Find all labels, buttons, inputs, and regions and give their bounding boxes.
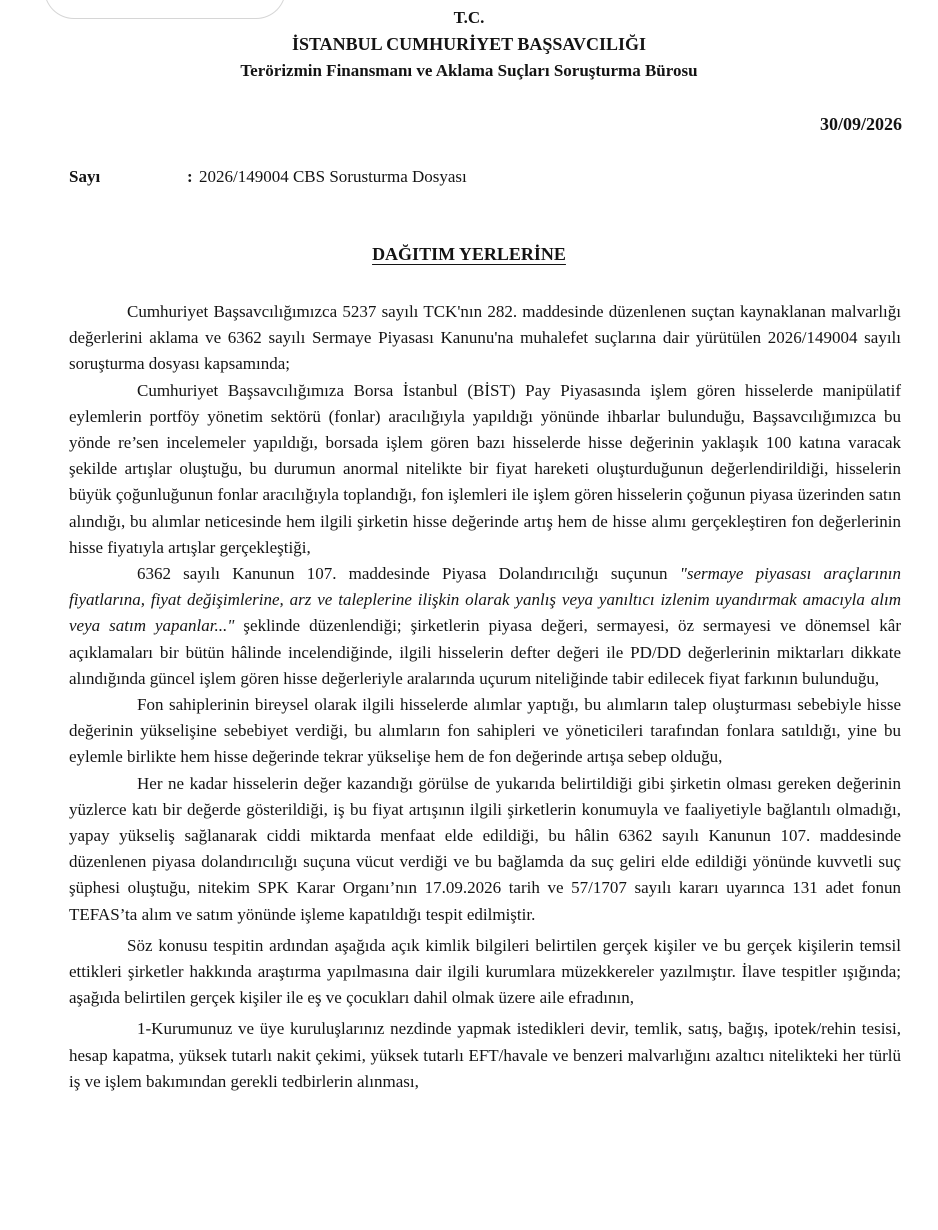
document-date: 30/09/2026 xyxy=(819,114,902,134)
distribution-heading-wrapper xyxy=(0,244,938,265)
reference-label: Sayı xyxy=(69,167,101,186)
paragraph-3 xyxy=(69,561,901,692)
paragraph-3-start: 6362 sayılı Kanunun 107. maddesinde Piyasa Dolandırıcılığı suçunun xyxy=(137,564,680,584)
document-body xyxy=(69,299,901,1095)
paragraph-3-quote: "sermaye piyasası araçlarının fiyatlarına, fiyat değişimlerine, arz ve taleplerine ilişkin olarak yanlış veya yanıltıcı izlenim uyandırmak amacıyla alım veya satım yapanlar..." xyxy=(69,564,901,636)
paragraph-6: Söz konusu tespitin ardından aşağıda açık kimlik bilgileri belirtilen gerçek kişiler ve bu gerçek kişilerin temsil ettikleri şirketler hakkında araştırma yapılmasına dair ilgili kurumlara müzekkereler yazılmıştır. İlave tespitler ışığında; aşağıda belirtilen gerçek kişiler ile eş ve çocukları dahil olmak üzere aile efradının, xyxy=(69,935,901,1008)
paragraph-3-end: şeklinde düzenlendiği; şirketlerin piyasa değeri, sermayesi, öz sermayesi ve dönemsel kâr açıklamaları bir bütün hâlinde incelendiğinde, ilgili hisselerin defter değeri ile PD/DD değerlerinin miktarları dikkate alındığında güncel işlem gören hisse değerleriyle aralarında uçurum niteliğinde tabir edilecek fiyat farkının bulunduğu, xyxy=(69,616,901,688)
header-office-name: İSTANBUL CUMHURİYET BAŞSAVCILIĞI xyxy=(291,34,647,54)
distribution-heading: DAĞITIM YERLERİNE xyxy=(372,244,566,264)
paragraph-2: Cumhuriyet Başsavcılığımıza Borsa İstanbul (BİST) Pay Piyasasında işlem gören hisselerde manipülatif eylemlerin portföy yönetim sektörü (fonlar) aracılığıyla yapıldığı yönünde ihbarlar bulunduğu, Başsavcılığımızca bu yönde re’sen incelemeler yapıldığı, borsada işlem gören bazı hisselerde hisse değerinin yaklaşık 100 katına varacak şekilde artışlar oluştuğu, bu durumun anormal nitelikte bir fiyat hareketi oluşturduğunun değerlendirildiği, hisselerin büyük çoğunluğunun fonlar aracılığıyla toplandığı, fon işlemleri ile işlem gören hisselerin çoğunun piyasa üzerinden satın alındığı, bu alımlar neticesinde hem ilgili şirketin hisse değerinde artış hem de hisse alımı gerçekleştiren fon değerlerinin hisse fiyatıyla artışlar gerçekleştiği, xyxy=(69,380,901,557)
paragraph-1: Cumhuriyet Başsavcılığımızca 5237 sayılı TCK'nın 282. maddesinde düzenlenen suçtan kaynaklanan malvarlığı değerlerini aklama ve 6362 sayılı Sermaye Piyasası Kanunu'na muhalefet suçlarına dair yürütülen 2026/149004 sayılı soruşturma dosyası kapsamında; xyxy=(69,302,901,374)
reference-colon: : xyxy=(187,167,193,186)
header-bureau-name: Terörizmin Finansmanı ve Aklama Suçları Soruşturma Bürosu xyxy=(240,61,698,80)
paragraph-7: 1-Kurumunuz ve üye kuruluşlarınız nezdinde yapmak istedikleri devir, temlik, satış, bağış, ipotek/rehin tesisi, hesap kapatma, yüksek tutarlı nakit çekimi, yüksek tutarlı EFT/havale ve benzeri malvarlığını azaltıcı nitelikteki her türlü iş ve işlem bakımından gerekli tedbirlerin alınması, xyxy=(69,1019,901,1091)
header-tc: T.C. xyxy=(453,8,485,27)
reference-value: 2026/149004 CBS Sorusturma Dosyası xyxy=(199,167,467,186)
paragraph-4: Fon sahiplerinin bireysel olarak ilgili hisselerde alımlar yaptığı, bu alımların talep oluşturması sebebiyle hisse değerinin yükselişine sebebiyet verdiği, bu alımların fon sahipleri ve yöneticileri tarafından fonlara satıldığı, yine bu eylemle birlikte hem hisse değerinde tekrar yükselişe hem de fon değerinde artışa sebep olduğu, xyxy=(69,695,901,767)
paragraph-5: Her ne kadar hisselerin değer kazandığı görülse de yukarıda belirtildiği gibi şirketin olması gereken değerinin yüzlerce katı bir değerde gösterildiği, iş bu fiyat artışının ilgili şirketlerin konumuyla ve faaliyetiyle bağlantılı olmadığı, yapay yükseliş sağlanarak ciddi miktarda menfaat elde edildiği, bu hâlin 6362 sayılı Kanunun 107. maddesinde düzenlenen piyasa dolandırıcılığı suçuna vücut verdiği ve bu bağlamda da suç geliri elde edildiği yönünde kuvvetli suç şüphesi oluştuğu, nitekim SPK Karar Organı’nın 17.09.2026 tarih ve 57/1707 sayılı kararı uyarınca 131 adet fonun TEFAS’ta alım ve satım yönünde işleme kapatıldığı tespit edilmiştir. xyxy=(69,773,901,924)
